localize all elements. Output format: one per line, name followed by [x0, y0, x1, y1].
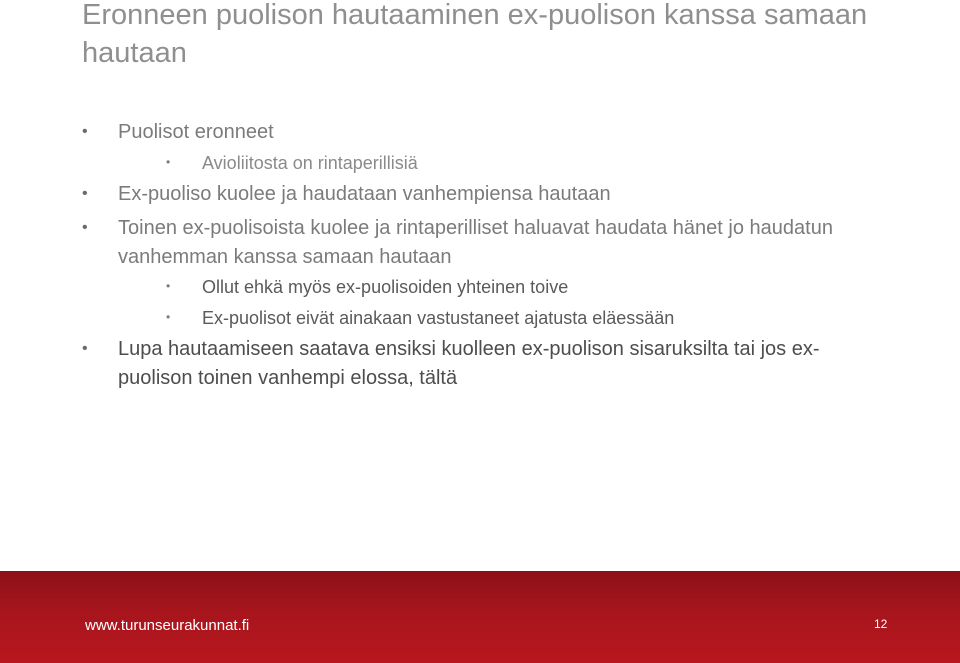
bullet-icon: •: [82, 340, 88, 357]
bullet-text: Ollut ehkä myös ex-puolisoiden yhteinen toive: [202, 277, 569, 297]
bullet-text: Ex-puolisot eivät ainakaan vastustaneet ajatusta eläessään: [202, 308, 675, 328]
footer-bar: [0, 571, 960, 663]
bullet-text: Avioliitosta on rintaperillisiä: [202, 153, 418, 173]
bullet-item: [82, 214, 888, 272]
sub-bullet-item: [166, 150, 902, 177]
bullet-list: [0, 118, 960, 393]
bullet-text: Lupa hautaamiseen saatava ensiksi kuolleen ex-puolison sisaruksilta tai jos ex-puolison toinen vanhempi elossa, tältä: [118, 338, 820, 389]
sub-bullet-item: [166, 274, 902, 301]
bullet-icon: •: [166, 155, 171, 169]
bullet-item: [82, 118, 888, 147]
bullet-icon: •: [166, 279, 171, 293]
bullet-icon: •: [82, 185, 88, 202]
page-number: 12: [874, 617, 888, 631]
slide-title: Eronneen puolison hautaaminen ex-puolison kanssa samaan hautaan: [82, 0, 868, 69]
bullet-item: [82, 180, 888, 209]
footer-url: www.turunseurakunnat.fi: [85, 617, 250, 634]
sub-bullet-item: [166, 305, 902, 332]
bullet-text: Toinen ex-puolisoista kuolee ja rintaperilliset haluavat haudata hänet jo haudatun vanhemman kanssa samaan hautaan: [118, 217, 833, 268]
bullet-item: [82, 335, 888, 393]
bullet-text: Puolisot eronneet: [118, 121, 274, 143]
bullet-text: Ex-puoliso kuolee ja haudataan vanhempiensa hautaan: [118, 183, 611, 205]
bullet-icon: •: [82, 219, 88, 236]
bullet-icon: •: [82, 123, 88, 140]
bullet-icon: •: [166, 310, 171, 324]
